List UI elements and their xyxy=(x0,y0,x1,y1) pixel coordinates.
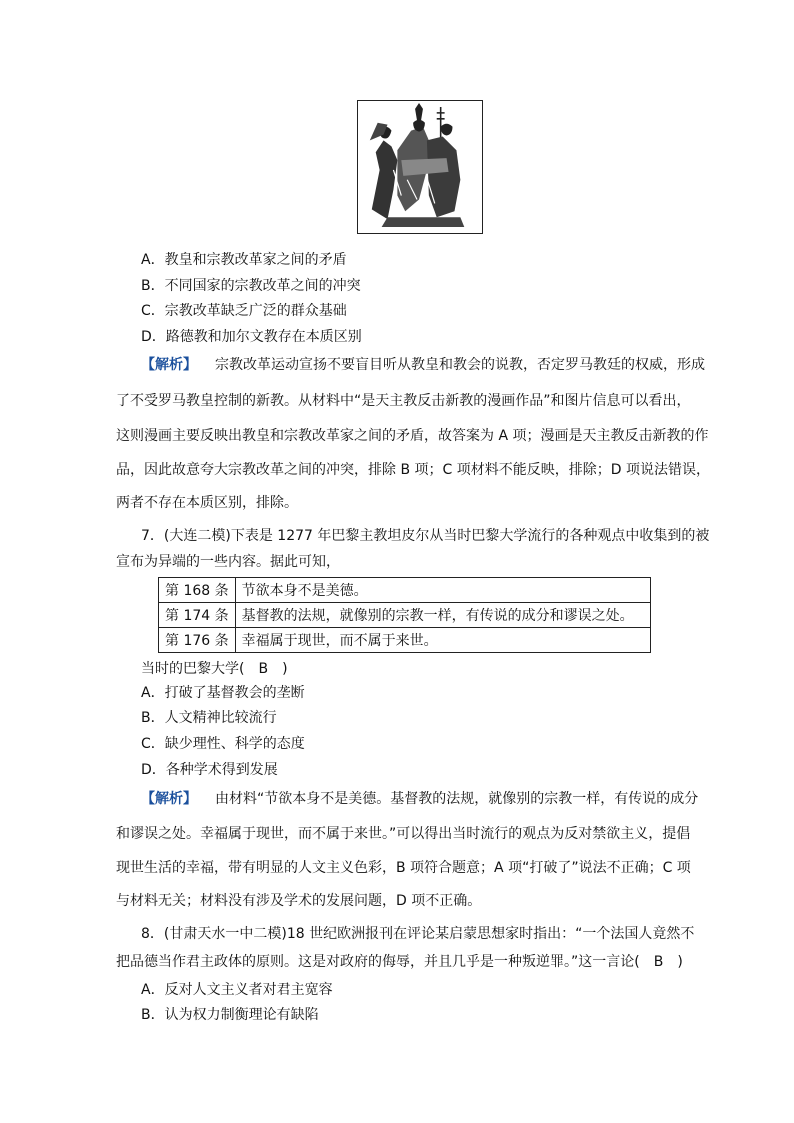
table-cell-content: 基督教的法规，就像别的宗教一样，有传说的成分和谬误之处。 xyxy=(235,603,650,628)
q7-stem-line-2: 宣布为异端的一些内容。据此可知， xyxy=(116,554,340,570)
q7-option-d: D．各种学术得到发展 xyxy=(141,762,278,778)
q8-stem-line-2: 把品德当作君主政体的原则。这是对政府的侮辱，并且几乎是一种叛逆罪。”这一言论( B ) xyxy=(116,954,683,970)
table-row xyxy=(159,578,651,603)
q7-question: 当时的巴黎大学( B ) xyxy=(141,661,288,677)
q6-analysis-line-2: 了不受罗马教皇控制的新教。从材料中“是天主教反击新教的漫画作品”和图片信息可以看出， xyxy=(116,393,691,409)
cartoon-illustration xyxy=(358,101,482,233)
q7-heresy-table xyxy=(158,577,651,653)
table-cell-article: 第 174 条 xyxy=(159,603,236,628)
q6-analysis-first-line xyxy=(141,356,705,374)
q7-option-b: B．人文精神比较流行 xyxy=(141,710,277,726)
q7-analysis-first-line xyxy=(141,790,698,808)
q7-stem-line-1: 7．(大连二模)下表是 1277 年巴黎主教坦皮尔从当时巴黎大学流行的各种观点中收集到的被 xyxy=(141,528,710,544)
q6-analysis-line-1: 宗教改革运动宣扬不要盲目听从教皇和教会的说教，否定罗马教廷的权威，形成 xyxy=(215,357,705,373)
q6-option-c: C．宗教改革缺乏广泛的群众基础 xyxy=(141,303,347,319)
q7-analysis-tag: 【解析】 xyxy=(141,791,197,807)
q7-analysis-line-1: 由材料“节欲本身不是美德。基督教的法规，就像别的宗教一样，有传说的成分 xyxy=(215,791,699,807)
q8-option-a: A．反对人文主义者对君主宽容 xyxy=(141,982,333,998)
q6-analysis-line-4: 品，因此故意夸大宗教改革之间的冲突，排除 B 项；C 项材料不能反映，排除；D 项说法错误， xyxy=(116,462,710,478)
table-cell-content: 幸福属于现世，而不属于来世。 xyxy=(235,628,650,653)
table-cell-content: 节欲本身不是美德。 xyxy=(235,578,650,603)
table-cell-article: 第 176 条 xyxy=(159,628,236,653)
q7-analysis-line-4: 与材料无关；材料没有涉及学术的发展问题，D 项不正确。 xyxy=(116,893,482,909)
q6-analysis-line-5: 两者不存在本质区别，排除。 xyxy=(116,495,298,511)
q6-analysis-tag: 【解析】 xyxy=(141,357,197,373)
table-row xyxy=(159,628,651,653)
cartoon-image xyxy=(357,100,483,234)
q6-option-d: D．路德教和加尔文教存在本质区别 xyxy=(141,329,362,345)
q7-option-c: C．缺少理性、科学的态度 xyxy=(141,736,305,752)
table-cell-article: 第 168 条 xyxy=(159,578,236,603)
q7-analysis-line-3: 现世生活的幸福，带有明显的人文主义色彩，B 项符合题意；A 项“打破了”说法不正确；C 项 xyxy=(116,860,691,876)
q6-analysis-line-3: 这则漫画主要反映出教皇和宗教改革家之间的矛盾，故答案为 A 项；漫画是天主教反击新教的作 xyxy=(116,428,709,444)
q8-stem-line-1: 8．(甘肃天水一中二模)18 世纪欧洲报刊在评论某启蒙思想家时指出：“一个法国人竟然不 xyxy=(141,926,695,942)
q7-analysis-line-2: 和谬误之处。幸福属于现世，而不属于来世。”可以得出当时流行的观点为反对禁欲主义，提倡 xyxy=(116,826,691,842)
q6-option-b: B．不同国家的宗教改革之间的冲突 xyxy=(141,278,361,294)
q6-option-a: A．教皇和宗教改革家之间的矛盾 xyxy=(141,252,347,268)
q8-option-b: B．认为权力制衡理论有缺陷 xyxy=(141,1007,319,1023)
table-row xyxy=(159,603,651,628)
q7-option-a: A．打破了基督教会的垄断 xyxy=(141,685,305,701)
